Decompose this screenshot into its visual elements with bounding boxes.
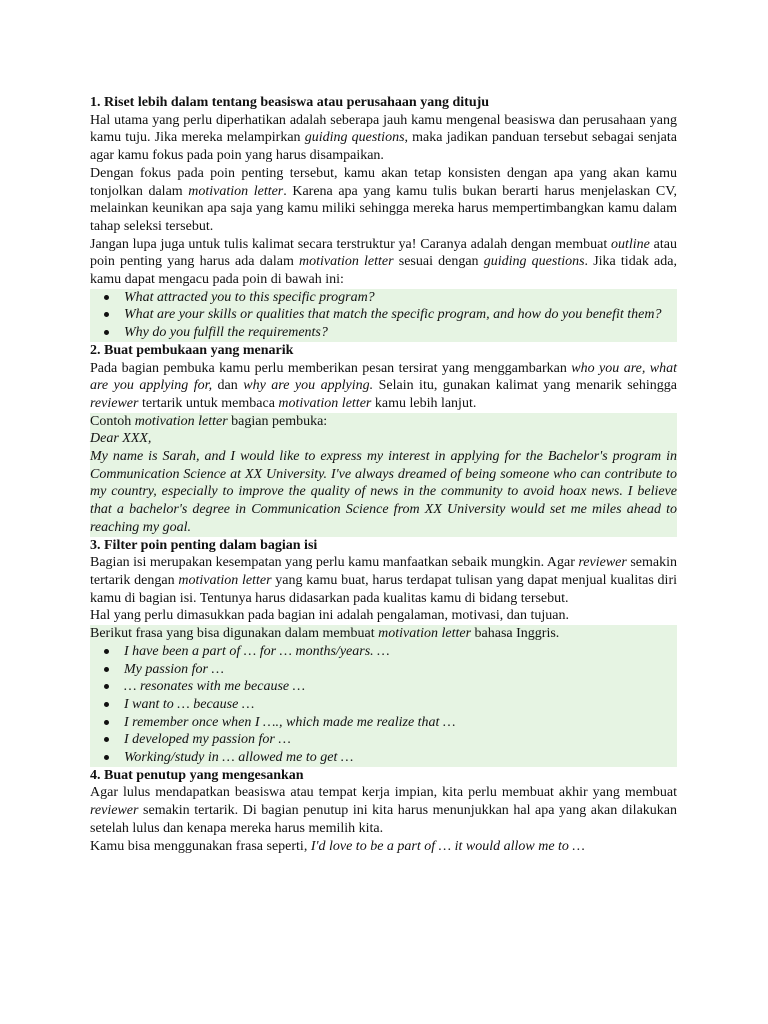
phrase-list	[90, 643, 677, 767]
phrase-intro: Berikut frasa yang bisa digunakan dalam membuat motivation letter bahasa Inggris.	[90, 626, 560, 642]
list-item: I have been a part of … for … months/years. …	[90, 643, 677, 661]
list-item: What attracted you to this specific program?	[90, 289, 677, 307]
phrase-box	[90, 625, 677, 767]
section-4-heading: 4. Buat penutup yang mengesankan	[90, 767, 304, 783]
section-2-heading: 2. Buat pembukaan yang menarik	[90, 342, 294, 358]
section-1-paragraph-1: Hal utama yang perlu diperhatikan adalah seberapa jauh kamu mengenal beasiswa dan perusahaan yang kamu tuju. Jika mereka melampirkan guiding questions, maka jadikan panduan tersebut sebagai senjata agar kamu fokus pada poin yang harus disampaikan.	[90, 112, 677, 164]
list-item: I want to … because …	[90, 696, 677, 714]
list-item: I remember once when I …., which made me realize that …	[90, 714, 677, 732]
list-item: What are your skills or qualities that match the specific program, and how do you benefit them?	[90, 306, 677, 324]
section-4-paragraph-2: Kamu bisa menggunakan frasa seperti, I'd love to be a part of … it would allow me to …	[90, 838, 585, 854]
example-greeting: Dear XXX,	[90, 431, 152, 447]
list-item: My passion for …	[90, 661, 677, 679]
example-box	[90, 413, 677, 537]
section-3-heading: 3. Filter poin penting dalam bagian isi	[90, 537, 318, 553]
section-3-paragraph-2: Hal yang perlu dimasukkan pada bagian ini adalah pengalaman, motivasi, dan tujuan.	[90, 608, 569, 624]
example-label: Contoh motivation letter bagian pembuka:	[90, 413, 328, 429]
section-1-question-list	[90, 289, 677, 342]
section-3-paragraph-1: Bagian isi merupakan kesempatan yang perlu kamu manfaatkan sebaik mungkin. Agar reviewer semakin tertarik dengan motivation letter yang kamu buat, harus terdapat tulisan yang dapat menjual kualitas diri kamu di bagian isi. Tentunya harus didasarkan pada kualitas kamu di bidang tersebut.	[90, 555, 677, 606]
section-4-paragraph-1: Agar lulus mendapatkan beasiswa atau tempat kerja impian, kita perlu membuat akhir yang membuat reviewer semakin tertarik. Di bagian penutup ini kita harus menunjukkan hal apa yang akan dilakukan setelah lulus dan kenapa mereka harus memilih kita.	[90, 785, 677, 836]
section-2-paragraph: Pada bagian pembuka kamu perlu memberikan pesan tersirat yang menggambarkan who you are, what are you applying for, dan why are you applying. Selain itu, gunakan kalimat yang menarik sehingga reviewer tertarik untuk membaca motivation letter kamu lebih lanjut.	[90, 360, 678, 411]
list-item: Working/study in … allowed me to get …	[90, 749, 677, 767]
list-item: … resonates with me because …	[90, 678, 677, 696]
list-item: Why do you fulfill the requirements?	[90, 324, 677, 342]
example-letter-body: My name is Sarah, and I would like to express my interest in applying for the Bachelor's program in Communication Science at XX University. I've always dreamed of being someone who can contribute to my country, especially to improve the quality of news in the community to avoid hoax news. I believe that a bachelor's degree in Communication Science from XX University would set me miles ahead to reaching my goal.	[90, 449, 677, 535]
list-item: I developed my passion for …	[90, 731, 677, 749]
section-1-heading: 1. Riset lebih dalam tentang beasiswa atau perusahaan yang dituju	[90, 95, 490, 110]
document-body	[90, 94, 677, 855]
section-1-paragraph-2: Dengan fokus pada poin penting tersebut, kamu akan tetap konsisten dengan apa yang akan kamu tonjolkan dalam motivation letter. Karena apa yang kamu tulis bukan berarti harus menjelaskan CV, melainkan keunikan apa saja yang kamu miliki sehingga mereka harus mempertimbangkan kamu dalam tahap seleksi tersebut.	[90, 165, 677, 234]
section-1-paragraph-3: Jangan lupa juga untuk tulis kalimat secara terstruktur ya! Caranya adalah dengan membuat outline atau poin penting yang harus ada dalam motivation letter sesuai dengan guiding questions. Jika tidak ada, kamu dapat mengacu pada poin di bawah ini:	[90, 236, 677, 288]
